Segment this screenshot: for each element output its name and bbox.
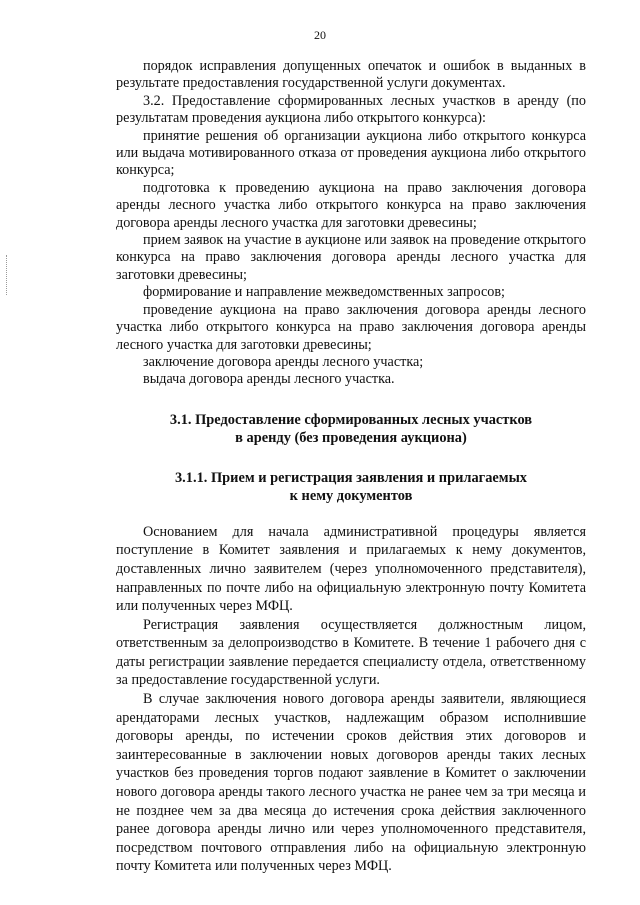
section-heading-line: в аренду (без проведения аукциона) bbox=[235, 429, 467, 446]
list-item: формирование и направление межведомственных запросов; bbox=[143, 284, 505, 301]
list-item: принятие решения об организации аукциона либо открытого конкурса или выдача мотивированного отказа от проведения аукциона либо открытого конкурса; bbox=[116, 127, 586, 179]
list-item: подготовка к проведению аукциона на право заключения договора аренды лесного участка либо открытого конкурса на право заключения договора аренды лесного участка для заготовки древесины; bbox=[116, 179, 586, 231]
list-item: заключение договора аренды лесного участка; bbox=[143, 353, 424, 370]
list-item: проведение аукциона на право заключения договора аренды лесного участка либо открытого конкурса на право заключения договора аренды лесного участка для заготовки древесины; bbox=[116, 301, 586, 353]
margin-dotted-rule bbox=[6, 255, 7, 295]
list-item: порядок исправления допущенных опечаток и ошибок в выданных в результате предоставления государственной услуги документах. bbox=[116, 58, 586, 92]
subsection-intro: 3.2. Предоставление сформированных лесных участков в аренду (по результатам проведения аукциона либо открытого конкурса): bbox=[116, 92, 586, 127]
page-number: 20 bbox=[314, 28, 326, 42]
body-paragraph: Основанием для начала административной процедуры является поступление в Комитет заявления и прилагаемых к нему документов, доставленных лично заявителем (через уполномоченного представителя), направленных по почте либо на официальную электронную почту Комитета или полученных через МФЦ. bbox=[116, 523, 586, 615]
subsection-heading bbox=[116, 469, 586, 505]
section-heading bbox=[116, 411, 586, 447]
body-paragraph: Регистрация заявления осуществляется должностным лицом, ответственным за делопроизводство в Комитете. В течение 1 рабочего дня с даты регистрации заявление передается специалисту отдела, ответственному за предоставление государственной услуги. bbox=[116, 616, 586, 689]
list-item: выдача договора аренды лесного участка. bbox=[143, 371, 395, 388]
subsection-heading-line: 3.1.1. Прием и регистрация заявления и прилагаемых bbox=[174, 469, 528, 486]
section-heading-line: 3.1. Предоставление сформированных лесных участков bbox=[169, 411, 533, 428]
document-body bbox=[116, 58, 586, 876]
body-paragraph: В случае заключения нового договора аренды заявители, являющиеся арендаторами лесных участков, надлежащим образом исполнившие договоры аренды, по истечении сроков действия этих договоров и заинтересованные в заключении новых договоров аренды таких лесных участков без проведения торгов подают заявление в Комитет о заключении нового договора аренды такого лесного участка не ранее чем за три месяца и не позднее чем за два месяца до истечения срока действия заключенного ранее договора аренды лично или через уполномоченного представителя, посредством почтового отправления либо на официальную электронную почту Комитета или полученных через МФЦ. bbox=[116, 691, 586, 875]
subsection-heading-line: к нему документов bbox=[289, 487, 413, 504]
list-item: прием заявок на участие в аукционе или заявок на проведение открытого конкурса на право заключения договора аренды лесного участка для заготовки древесины; bbox=[116, 232, 586, 283]
